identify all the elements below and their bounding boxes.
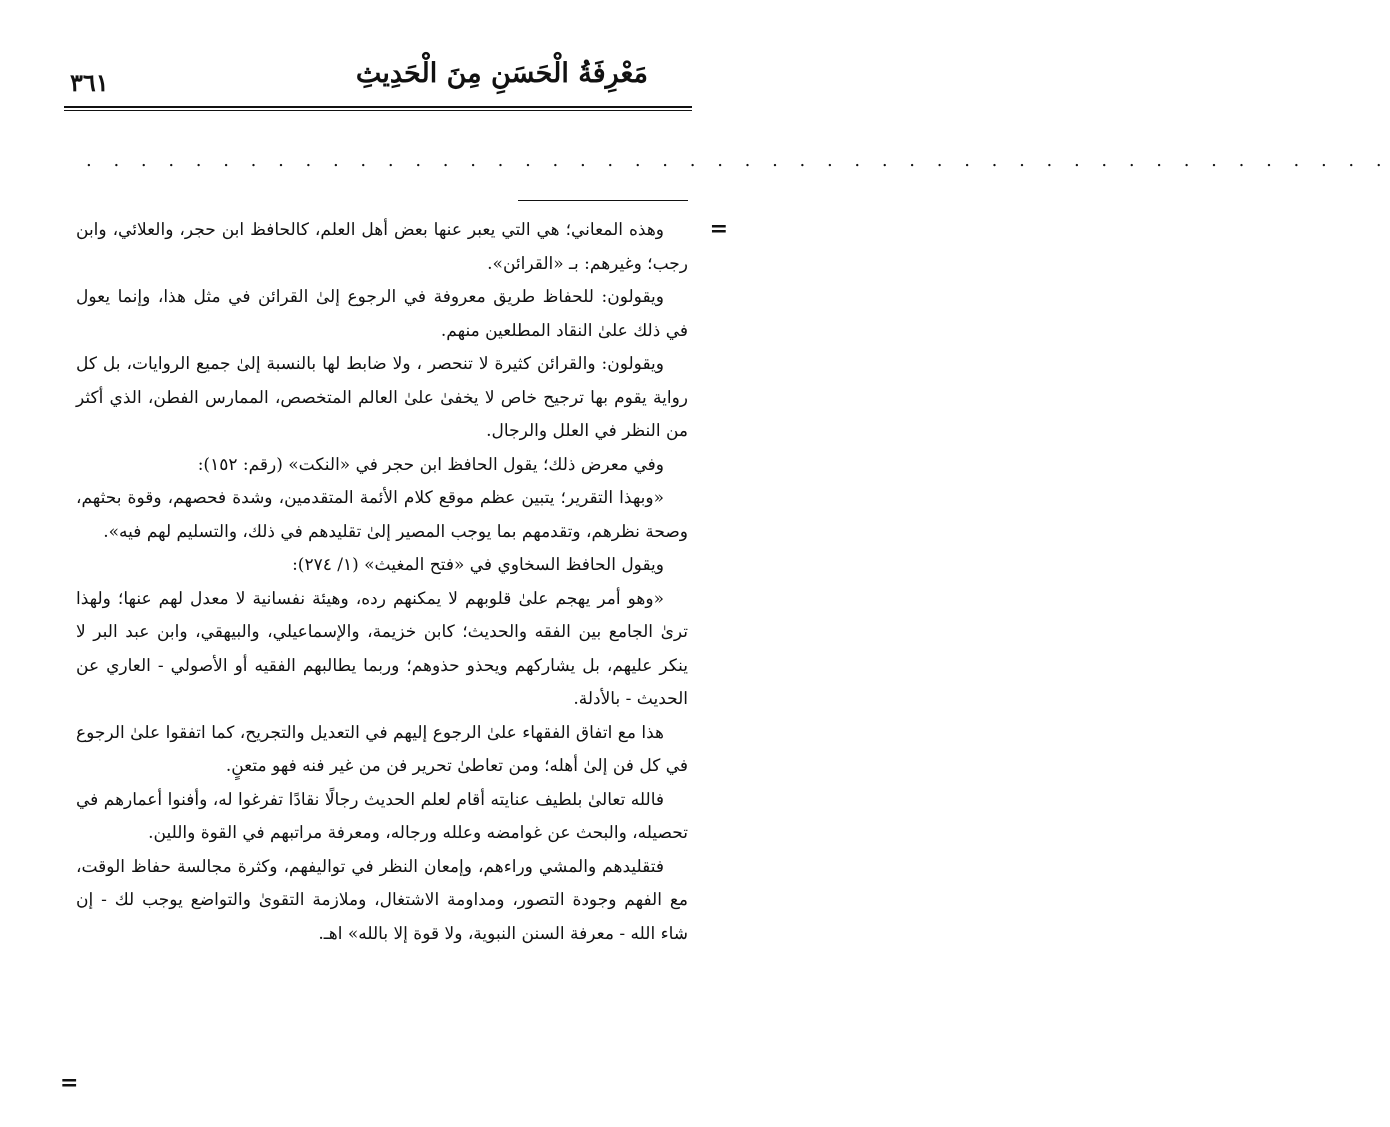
running-title: مَعْرِفَةُ الْحَسَنِ مِنَ الْحَدِيثِ: [355, 58, 648, 89]
footnote-paragraph: فتقليدهم والمشي وراءهم، وإمعان النظر في تواليفهم، وكثرة مجالسة حفاظ الوقت، مع الفهم وجودة التصور، ومداومة الاشتغال، وملازمة التقوىٰ والتواضع يوجب لك - إن شاء الله - معرفة السنن النبوية، ولا قوة إلا بالله» اهـ.: [76, 856, 688, 944]
footnote-paragraph: ويقول الحافظ السخاوي في «فتح المغيث» (١/ ٢٧٤):: [292, 555, 664, 575]
continues-mark: =: [60, 1070, 79, 1096]
footnote-paragraph: «وبهذا التقرير؛ يتبين عظم موقع كلام الأئمة المتقدمين، وشدة فحصهم، وقوة بحثهم، وصحة نظرهم، وتقدمهم بما يوجب المصير إلىٰ تقليدهم في ذلك، والتسليم لهم فيه».: [76, 488, 688, 542]
footnote-paragraph: «وهو أمر يهجم علىٰ قلوبهم لا يمكنهم رده، وهيئة نفسانية لا معدل لهم عنها؛ ولهذا ترىٰ الجامع بين الفقه والحديث؛ كابن خزيمة، والإسماعيلي، والبيهقي، وابن عبد البر لا ينكر عليهم، بل يشاركهم ويحذو حذوهم؛ وربما يطالبهم الفقيه أو الأصولي - العاري عن الحديث - بالأدلة.: [76, 588, 688, 709]
footnote-paragraph: ويقولون: للحفاظ طريق معروفة في الرجوع إلىٰ القرائن في مثل هذا، وإنما يعول في ذلك علىٰ النقاد المطلعين منهم.: [76, 287, 688, 341]
footnote-rule: [518, 200, 688, 201]
header-rule-thin: [64, 110, 692, 111]
continued-mark: =: [709, 216, 728, 242]
footnote-body: [76, 214, 688, 951]
footnote-paragraph: فالله تعالىٰ بلطيف عنايته أقام لعلم الحديث رجالًا نقادًا تفرغوا له، وأفنوا أعمارهم في تحصيله، والبحث عن غوامضه وعلله ورجاله، ومعرفة مراتبهم في القوة واللين.: [76, 789, 688, 843]
page-number: ٣٦١: [70, 68, 109, 97]
footnote-paragraph: وفي معرض ذلك؛ يقول الحافظ ابن حجر في «النكت» (رقم: ١٥٢):: [197, 454, 664, 475]
footnote-paragraph: ويقولون: والقرائن كثيرة لا تنحصر ، ولا ضابط لها بالنسبة إلىٰ جميع الروايات، بل كل رواية يقوم بها ترجيح خاص لا يخفىٰ علىٰ العالم المتخصص، الممارس الفطن، الذي أكثر من النظر في العلل والرجال.: [76, 354, 688, 441]
separator-dots: . . . . . . . . . . . . . . . . . . . . . . . . . . . . . . . . . . . . . . . . . . . . . . . .: [86, 150, 1390, 171]
footnote-paragraph: هذا مع اتفاق الفقهاء علىٰ الرجوع إليهم في التعديل والتجريح، كما اتفقوا علىٰ الرجوع في كل فن إلىٰ أهله؛ ومن تعاطىٰ تحرير فن من غير فنه فهو متعنٍ.: [76, 722, 688, 776]
footnote-paragraph: وهذه المعاني؛ هي التي يعبر عنها بعض أهل العلم، كالحافظ ابن حجر، والعلائي، وابن رجب؛ وغيرهم: بـ «القرائن».: [76, 220, 688, 274]
header-rule: [64, 106, 692, 108]
